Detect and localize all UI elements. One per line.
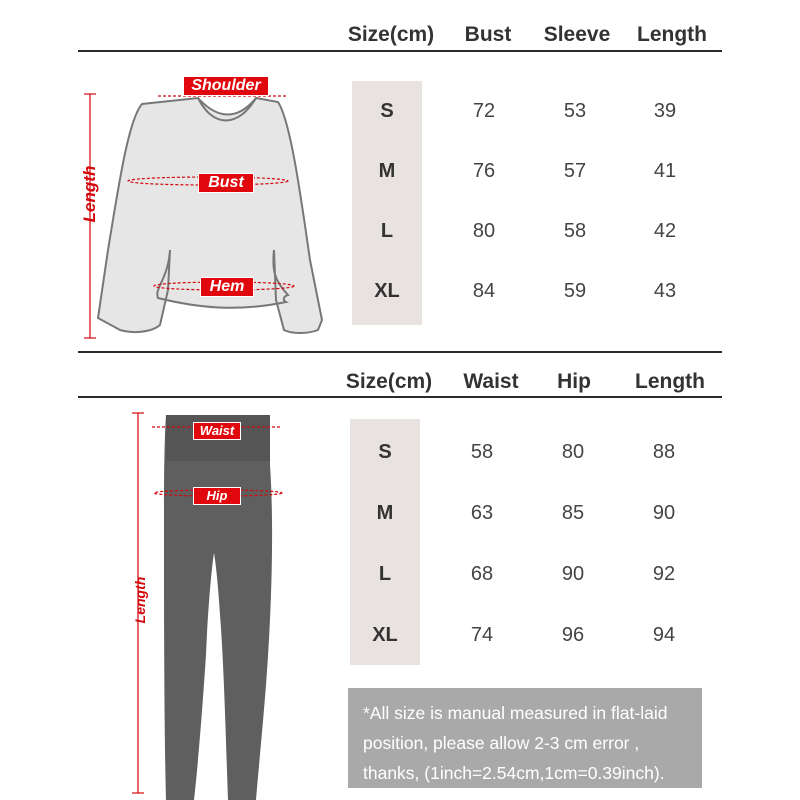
note-line-3: thanks, (1inch=2.54cm,1cm=0.39inch). — [363, 763, 665, 783]
bottom-row-l-length: 92 — [652, 563, 676, 585]
top-row-s-size: S — [380, 100, 394, 122]
long-sleeve-top-illustration — [78, 80, 358, 350]
bottom-row-xl-length: 94 — [652, 624, 676, 646]
top-row-l-size: L — [380, 220, 394, 242]
top-row-l-bust: 80 — [472, 220, 496, 242]
top-body-outline — [98, 98, 322, 333]
waist-label: Waist — [193, 422, 241, 440]
bottom-row-m-waist: 63 — [470, 502, 494, 524]
note-line-2: position, please allow 2-3 cm error , — [363, 733, 640, 753]
top-row-s-bust: 72 — [472, 100, 496, 122]
top-row-m-size: M — [378, 160, 396, 182]
top-row-s-sleeve: 53 — [563, 100, 587, 122]
bottom-row-s-size: S — [378, 441, 392, 463]
top-row-m-length: 41 — [653, 160, 677, 182]
top-length-label: Length — [80, 165, 99, 223]
section-divider — [78, 351, 722, 353]
bottom-row-m-length: 90 — [652, 502, 676, 524]
top-row-m-bust: 76 — [472, 160, 496, 182]
shoulder-label: Shoulder — [183, 76, 269, 96]
bust-label: Bust — [198, 173, 254, 193]
bottom-row-m-hip: 85 — [561, 502, 585, 524]
bottom-row-xl-hip: 96 — [561, 624, 585, 646]
top-row-xl-size: XL — [374, 280, 400, 302]
top-row-xl-sleeve: 59 — [563, 280, 587, 302]
bottom-row-l-waist: 68 — [470, 563, 494, 585]
top-header-length: Length — [637, 23, 707, 46]
bottom-row-s-length: 88 — [652, 441, 676, 463]
bottom-header-divider — [78, 396, 722, 398]
top-row-xl-length: 43 — [653, 280, 677, 302]
leggings-length-label: Length — [132, 576, 148, 624]
measurement-note — [348, 688, 702, 788]
bottom-row-l-size: L — [378, 563, 392, 585]
bottom-header-length: Length — [635, 370, 705, 393]
top-row-l-length: 42 — [653, 220, 677, 242]
leggings-body — [164, 415, 272, 800]
bottom-header-waist: Waist — [463, 370, 519, 393]
top-row-s-length: 39 — [653, 100, 677, 122]
bottom-row-s-hip: 80 — [561, 441, 585, 463]
top-header-sleeve: Sleeve — [543, 23, 611, 46]
top-row-m-sleeve: 57 — [563, 160, 587, 182]
hem-label: Hem — [200, 277, 254, 297]
bottom-row-l-hip: 90 — [561, 563, 585, 585]
top-header-divider — [78, 50, 722, 52]
bottom-header-hip: Hip — [557, 370, 591, 393]
top-header-bust: Bust — [464, 23, 512, 46]
bottom-row-xl-waist: 74 — [470, 624, 494, 646]
bottom-row-m-size: M — [376, 502, 394, 524]
hip-label: Hip — [193, 487, 241, 505]
note-line-1: *All size is manual measured in flat-laid — [363, 703, 668, 723]
bottom-row-s-waist: 58 — [470, 441, 494, 463]
bottom-row-xl-size: XL — [372, 624, 398, 646]
top-row-xl-bust: 84 — [472, 280, 496, 302]
top-row-l-sleeve: 58 — [563, 220, 587, 242]
bottom-header-size: Size(cm) — [345, 370, 433, 393]
top-header-size: Size(cm) — [347, 23, 435, 46]
